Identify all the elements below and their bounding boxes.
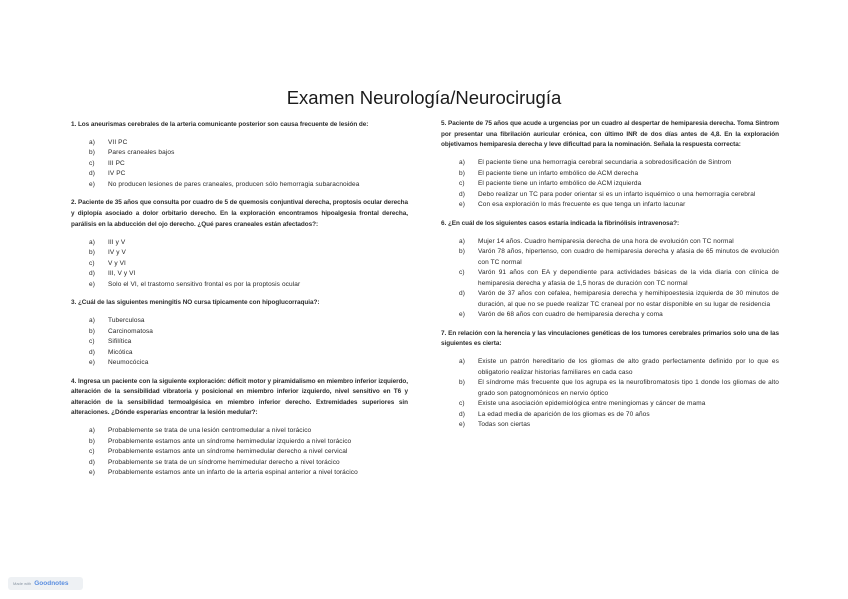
option-text: Probablemente se trata de un síndrome hemimedular derecho a nivel torácico [108, 458, 340, 466]
option-6a [441, 237, 779, 248]
option-text: Probablemente estamos ante un síndrome hemimedular izquierdo a nivel torácico [108, 437, 352, 445]
option-text: Probablemente se trata de una lesión centromedular a nivel torácico [108, 427, 312, 435]
option-letter: c) [459, 400, 465, 408]
option-6d [441, 289, 779, 310]
option-text: Existe un patrón hereditario de los gliomas de alto grado perfectamente definido por lo que es obligatorio realizar historias familiares en cada caso [478, 358, 779, 376]
option-text: V y VI [108, 259, 126, 267]
option-letter: b) [89, 327, 95, 335]
question-2-options [71, 238, 408, 291]
question-1-text: 1. Los aneurismas cerebrales de la arteria comunicante posterior son causa frecuente de lesión de: [71, 121, 369, 128]
option-letter: a) [459, 237, 465, 245]
option-text: Varón 78 años, hipertenso, con cuadro de hemiparesia derecha y afasia de 65 minutos de evolución con TC normal [478, 248, 779, 266]
option-letter: a) [459, 159, 465, 167]
option-letter: d) [89, 170, 95, 178]
option-3e [71, 358, 408, 369]
option-letter: c) [89, 338, 95, 346]
option-text: Sifilítica [108, 338, 132, 346]
option-4b [71, 437, 408, 448]
option-letter: a) [89, 427, 95, 435]
option-text: El síndrome más frecuente que los agrupa es la neurofibromatosis tipo 1 donde los gliomas de alto grado son patognomónicos en nervio óptico [478, 379, 779, 397]
question-3-text: 3. ¿Cuál de las siguientes meningitis NO cursa típicamente con hipoglucorraquia?: [71, 299, 320, 307]
option-letter: e) [459, 311, 465, 319]
option-letter: e) [89, 180, 95, 188]
question-4-options [71, 426, 408, 479]
option-5d [441, 190, 779, 201]
question-1 [71, 120, 408, 190]
option-letter: d) [89, 458, 95, 466]
option-2b [71, 248, 408, 259]
option-text: Varón 91 años con EA y dependiente para actividades básicas de la vida diaria con clínica de hemiparesia derecha y afasia de 1,5 horas de duración con TC normal [478, 269, 779, 287]
option-text: Carcinomatosa [108, 327, 154, 335]
question-6-options [441, 237, 779, 321]
option-text: Existe una asociación epidemiológica entre meningiomas y cáncer de mama [478, 400, 706, 408]
option-5a [441, 158, 779, 169]
option-letter: b) [459, 379, 465, 387]
option-text: Solo el VI, el trastorno sensitivo frontal es por la proptosis ocular [108, 280, 301, 288]
question-6 [441, 219, 779, 321]
option-text: VII PC [108, 138, 128, 146]
option-letter: c) [459, 269, 465, 277]
option-3b [71, 327, 408, 338]
option-text: No producen lesiones de pares craneales, producen sólo hemorragia subaracnoidea [108, 180, 360, 188]
left-column [71, 120, 408, 487]
badge-brand: Goodnotes [34, 580, 69, 587]
option-letter: a) [89, 238, 95, 246]
option-1c [71, 159, 408, 170]
option-3a [71, 316, 408, 327]
option-letter: b) [459, 248, 465, 256]
option-letter: d) [459, 410, 465, 418]
option-2e [71, 280, 408, 291]
question-3-options [71, 316, 408, 369]
question-5-options [441, 158, 779, 211]
question-4-text: 4. Ingresa un paciente con la siguiente exploración: déficit motor y piramidalismo en miembro inferior izquierdo, alteración de la sensibilidad vibratoria y posicional en miembro inferior izquierdo, nivel sensitivo en T6 y alteración de la sensibilidad termoalgésica en miembro inferior derecho. Extremidades superiores sin alteraciones. ¿Dónde esperarías encontrar la lesión medular?: [71, 377, 408, 417]
option-letter: c) [89, 259, 95, 267]
option-text: Varón de 68 años con cuadro de hemiparesia derecha y coma [478, 311, 663, 319]
option-text: Probablemente estamos ante un síndrome hemimedular derecho a nivel cervical [108, 448, 348, 456]
question-6-text: 6. ¿En cuál de los siguientes casos estaría indicada la fibrinólisis intravenosa?: [441, 219, 680, 227]
option-4d [71, 458, 408, 469]
page-title: Examen Neurología/Neurocirugía [286, 87, 562, 108]
option-6c [441, 268, 779, 289]
option-letter: b) [89, 437, 95, 445]
option-letter: a) [89, 317, 95, 325]
option-text: IV y V [108, 249, 126, 257]
option-text: El paciente tiene un infarto embólico de ACM derecha [478, 169, 639, 177]
option-5e [441, 200, 779, 211]
option-letter: e) [89, 280, 95, 288]
option-letter: d) [89, 348, 95, 356]
option-letter: e) [89, 469, 95, 477]
option-2d [71, 269, 408, 280]
option-letter: d) [459, 290, 465, 298]
question-2-text: 2. Paciente de 35 años que consulta por cuadro de 5 de quemosis conjuntival derecha, proptosis ocular derecha y diplopía asociado a dolor orbitario derecho. En la exploración encontramos hipoalgesia frontal derecha, parálisis en la abducción del ojo derecho. ¿Qué pares craneales están afectados?: [71, 199, 408, 228]
option-letter: c) [89, 448, 95, 456]
option-letter: d) [459, 190, 465, 198]
question-1-options [71, 138, 408, 191]
option-letter: c) [459, 180, 465, 188]
option-4a [71, 426, 408, 437]
option-letter: c) [89, 159, 95, 167]
option-1e [71, 180, 408, 191]
option-text: El paciente tiene una hemorragia cerebral secundaria a sobredosificación de Sintrom [478, 159, 732, 167]
question-3 [71, 298, 408, 368]
option-letter: e) [459, 201, 465, 209]
option-text: III y V [108, 238, 126, 246]
option-text: Todas son ciertas [478, 421, 531, 429]
option-letter: a) [459, 358, 465, 366]
question-7-options [441, 357, 779, 431]
badge-prefix: Made with [13, 581, 32, 586]
option-text: Con esa exploración lo más frecuente es que tenga un infarto lacunar [478, 201, 686, 209]
option-1b [71, 148, 408, 159]
option-letter: b) [89, 249, 95, 257]
option-1d [71, 169, 408, 180]
option-7a [441, 357, 779, 378]
option-text: Debo realizar un TC para poder orientar si es un infarto isquémico o una hemorragia cerebral [478, 190, 756, 198]
question-5 [441, 119, 779, 211]
option-5b [441, 169, 779, 180]
option-text: Probablemente estamos ante un infarto de la arteria espinal anterior a nivel torácico [108, 469, 358, 477]
question-7-text: 7. En relación con la herencia y las vinculaciones genéticas de los tumores cerebrales primarios solo una de las siguientes es cierta: [441, 329, 779, 348]
option-letter: d) [89, 270, 95, 278]
option-1a [71, 138, 408, 149]
option-6b [441, 247, 779, 268]
option-3d [71, 348, 408, 359]
option-7e [441, 420, 779, 431]
question-5-text: 5. Paciente de 75 años que acude a urgencias por un cuadro al despertar de hemiparesia derecha. Toma Sintrom por presentar una fibrilación auricular crónica, con último INR de dos días antes de 4,8. En la exploración objetivamos hemiparesia derecha y leve dificultad para la nominación. Señala la respuesta correcta: [441, 120, 779, 149]
option-7b [441, 378, 779, 399]
question-4 [71, 377, 408, 479]
option-6e [441, 310, 779, 321]
right-column [441, 119, 779, 439]
option-text: Tuberculosa [108, 317, 145, 325]
option-7c [441, 399, 779, 410]
option-text: La edad media de aparición de los gliomas es de 70 años [478, 410, 650, 418]
option-text: Mujer 14 años. Cuadro hemiparesia derecha de una hora de evolución con TC normal [478, 237, 734, 245]
option-letter: a) [89, 138, 95, 146]
option-text: IV PC [108, 170, 126, 178]
option-text: III, V y VI [108, 270, 136, 278]
option-2a [71, 238, 408, 249]
option-letter: e) [459, 421, 465, 429]
option-3c [71, 337, 408, 348]
question-7 [441, 329, 779, 431]
option-text: Neumocócica [108, 359, 149, 367]
option-5c [441, 179, 779, 190]
option-letter: e) [89, 359, 95, 367]
option-text: III PC [108, 159, 125, 167]
option-text: Varón de 37 años con cefalea, hemiparesia derecha y hemihipoestesia izquierda de 30 minutos de duración, al que no se puede realizar TC craneal por no estar disponible en su lugar de residencia [478, 290, 779, 308]
option-text: Pares craneales bajos [108, 149, 175, 157]
option-4c [71, 447, 408, 458]
option-letter: b) [89, 149, 95, 157]
option-2c [71, 259, 408, 270]
option-text: Micótica [108, 348, 133, 356]
option-letter: b) [459, 169, 465, 177]
question-2 [71, 198, 408, 290]
option-7d [441, 410, 779, 421]
option-4e [71, 468, 408, 479]
goodnotes-badge [8, 577, 83, 590]
option-text: El paciente tiene un infarto embólico de ACM izquierda [478, 180, 642, 188]
